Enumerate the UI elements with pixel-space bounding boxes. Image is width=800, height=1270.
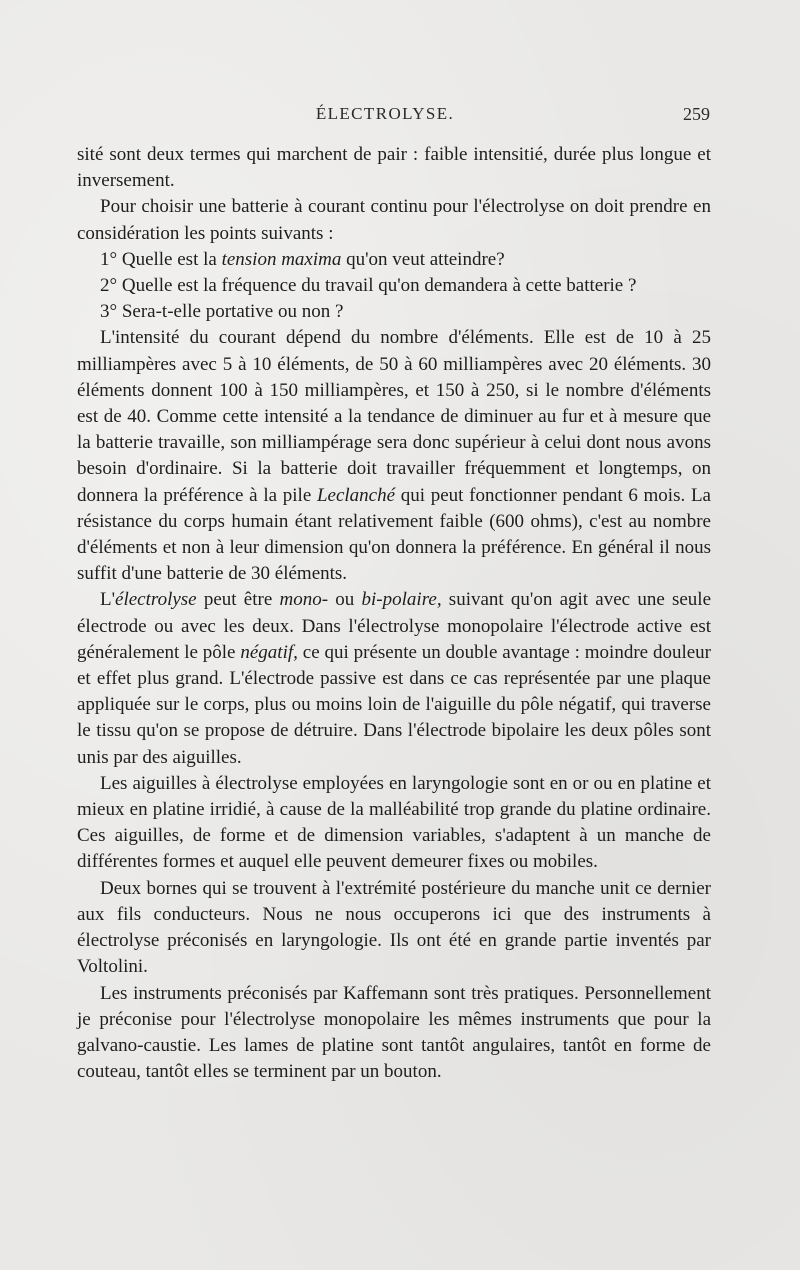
emphasis-negatif: négatif, [240,641,298,663]
paragraph-electrolysis-types: L'électrolyse peut être mono- ou bi-polaire, suivant qu'on agit avec une seule électrode ou avec les deux. Dans l'électrolyse monopolaire l'électrode active est généralement le pôle négatif, ce qui présente un double avantage : moindre douleur et effet plus grand. L'électrode passive est dans ce cas représentée par une plaque appliquée sur le corps, plus ou moins loin de l'aiguille du pôle négatif, qui traverse le tissu qu'on se propose de détruire. Dans l'électrode bipolaire les deux pôles sont unis par des aiguilles. [77,589,712,768]
emphasis-mono: mono- [279,589,329,611]
paragraph-question-3: 3° Sera-t-elle portative ou non ? [100,301,344,323]
running-title: ÉLECTROLYSE. [315,104,455,123]
paragraph-instruments: Les instruments préconisés par Kaffemann sont très pratiques. Personnellement je préconise pour l'électrolyse monopolaire les mêmes instruments que pour la galvano-caustie. Les lames de platine sont tantôt angulaires, tantôt en forme de couteau, tantôt elles se terminent par un bouton. [77,982,711,1083]
paragraph-question-1: 1° Quelle est la tension maxima qu'on veut atteindre? [100,248,505,270]
body-text [77,142,711,1085]
paragraph-continuation: sité sont deux termes qui marchent de pair : faible intensitié, durée plus longue et inversement. [77,144,711,192]
emphasis-leclanche: Leclanché [316,484,396,506]
emphasis-electrolyse: électrolyse [115,589,197,611]
paragraph-battery-choice: Pour choisir une batterie à courant continu pour l'électrolyse on doit prendre en considération les points suivants : [77,196,711,244]
emphasis-bipolaire: bi-polaire, [361,589,442,611]
paragraph-needles: Les aiguilles à électrolyse employées en laryngologie sont en or ou en platine et mieux en platine irridié, à cause de la malléabilité trop grande du platine ordinaire. Ces aiguilles, de forme et de dimension variables, s'adaptent à un manche de différentes formes et auquel elle peuvent demeurer fixes ou mobiles. [77,772,711,873]
emphasis-tension-maxima: tension maxima [221,248,342,270]
page-number: 259 [683,104,710,124]
paragraph-question-2: 2° Quelle est la fréquence du travail qu'on demandera à cette batterie ? [100,275,637,297]
paragraph-terminals: Deux bornes qui se trouvent à l'extrémité postérieure du manche unit ce dernier aux fils conducteurs. Nous ne nous occuperons ici que des instruments à électrolyse préconisés en laryngologie. Ils ont été en grande partie inventés par Voltolini. [77,877,711,978]
running-head [0,104,800,128]
paragraph-intensity: L'intensité du courant dépend du nombre d'éléments. Elle est de 10 à 25 milliampères avec 5 à 10 éléments, de 50 à 60 milliampères avec 20 éléments. 30 éléments donnent 100 à 150 milliampères, et 150 à 250, si le nombre d'éléments est de 40. Comme cette intensité a la tendance de diminuer au fur et à mesure que la batterie travaille, son milliampérage sera donc supérieur à celui dont nous avons besoin d'ordinaire. Si la batterie doit travailler fréquemment et longtemps, on donnera la préférence à la pile Leclanché qui peut fonctionner pendant 6 mois. La résistance du corps humain étant relativement faible (600 ohms), c'est au nombre d'éléments et non à leur dimension qu'on donnera la préférence. En général il nous suffit d'une batterie de 30 éléments. [77,327,711,585]
